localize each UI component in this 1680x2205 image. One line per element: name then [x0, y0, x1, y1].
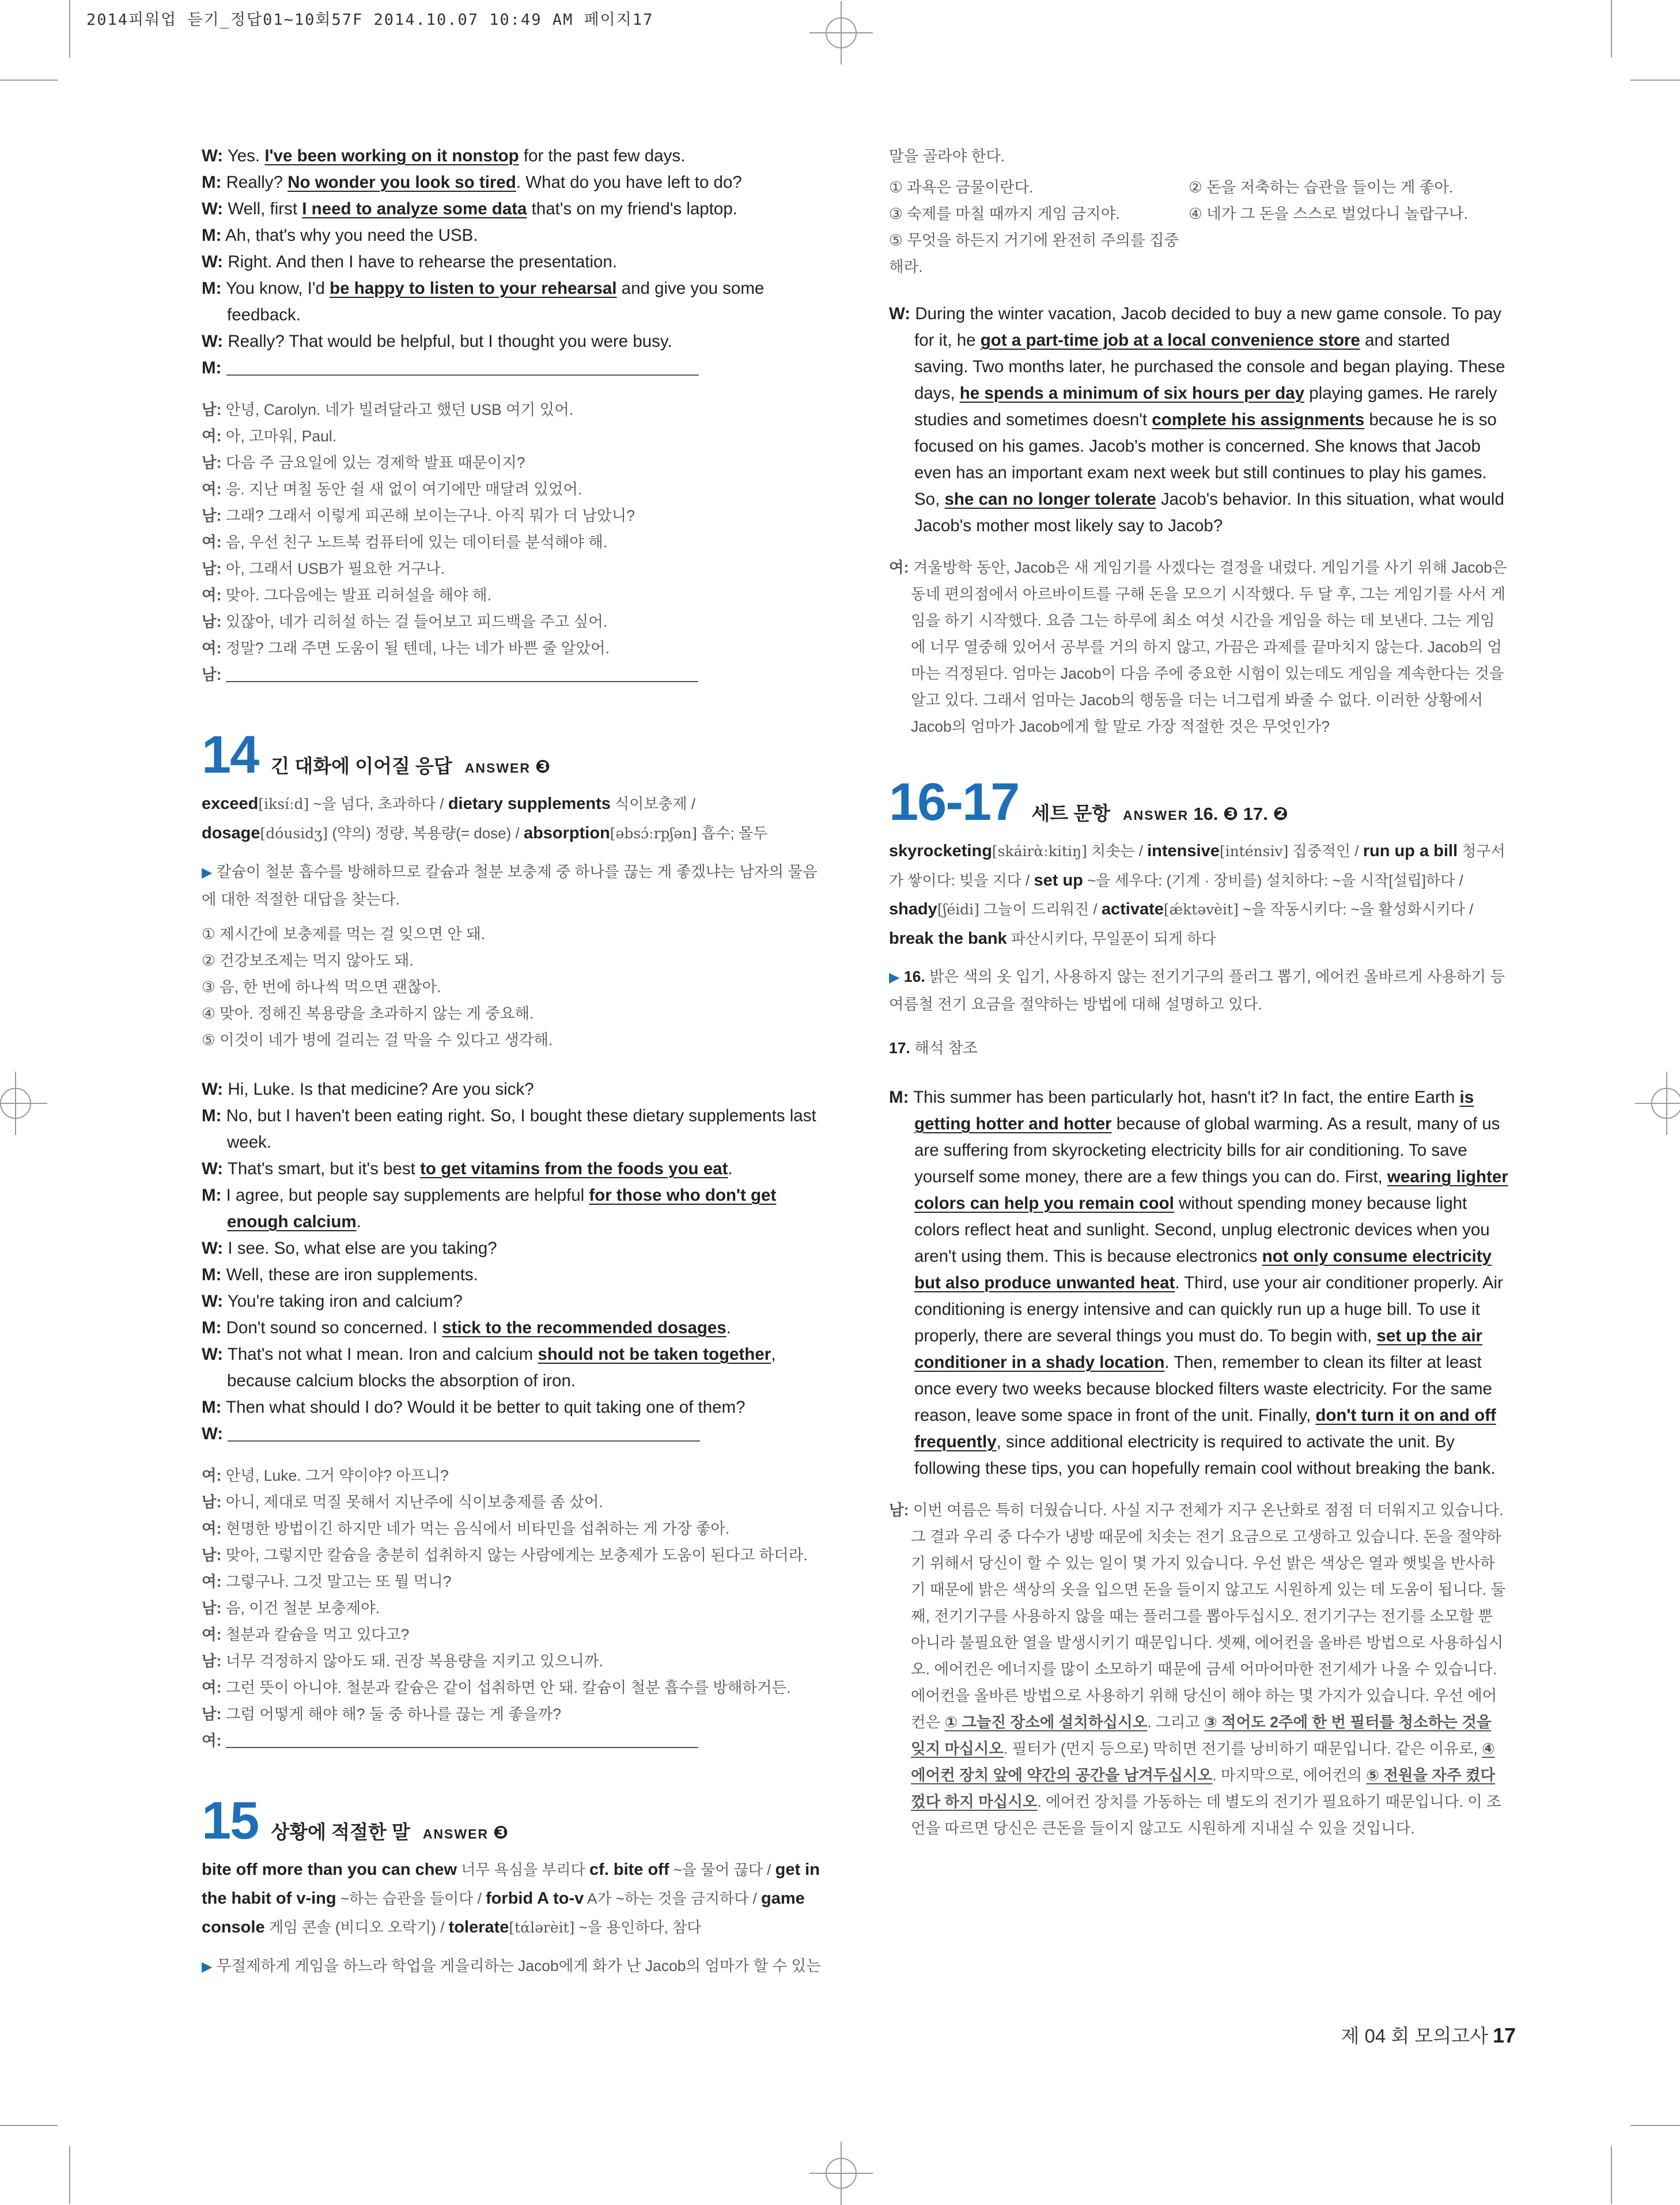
vocab-meaning: 너무 욕심을 부리다	[457, 1861, 589, 1878]
dialogue-line: M: Don't sound so concerned. I stick to the recommended dosages.	[202, 1318, 731, 1337]
registration-mark	[826, 17, 857, 48]
options-15	[889, 174, 1508, 280]
crop-mark	[69, 0, 70, 58]
explanation-15: ▶ 무절제하게 게임을 하느라 학업을 게을리하는 Jacob에게 화가 난 Jacob의 엄마가 할 수 있는	[202, 1957, 821, 1975]
section-number: 14	[202, 725, 259, 784]
phonetic: [ʃéidi]	[937, 901, 979, 918]
speaker-label: W:	[202, 1239, 224, 1258]
vocab-word: exceed	[202, 795, 259, 813]
section-16-17-header	[889, 773, 1508, 831]
answer-option: ⑤ 무엇을 하든지 거기에 완전히 주의를 집중해라.	[889, 232, 1179, 275]
phonetic: [dóusidʒ]	[260, 825, 328, 842]
section-title: 세트 문항	[1031, 803, 1110, 824]
translation-line: 남: 다음 주 금요일에 있는 경제학 발표 때문이지?	[202, 454, 525, 471]
answer-option: ④ 네가 그 돈을 스스로 벌었다니 놀랍구나.	[1189, 205, 1468, 222]
key-phrase: for those who don't get enough calcium	[227, 1186, 777, 1231]
speaker-label: W:	[889, 304, 911, 323]
speaker-label: W:	[202, 1345, 224, 1364]
key-phrase: to get vitamins from the foods you eat	[420, 1159, 728, 1178]
vocabulary-16-17	[889, 837, 1508, 953]
phonetic: [inténsiv]	[1219, 843, 1289, 860]
speaker-label: 남:	[202, 613, 222, 630]
translation-14	[202, 1462, 821, 1754]
translation-paragraph: 남: 이번 여름은 특히 더웠습니다. 사실 지구 전체가 지구 온난화로 점점 더 더워지고 있습니다. 그 결과 우리 중 다수가 냉방 때문에 치솟는 전기 요금으로 고생하고 있습니다. 돈을 절약하기 위해서 당신이 할 수 있는 일이 몇 가지 있습니다. 우선 밝은 색상은 열과 햇빛을 반사하기 때문에 밝은 색상의 옷을 입으면 돈을 들이지 않고도 시원하게 있는 데 도움이 됩니다. 둘째, 전기기구를 사용하지 않을 때는 플러그를 뽑아두십시오. 전기기구는 전기를 소모할 뿐 아니라 불필요한 열을 발생시키기 때문입니다. 셋째, 에어컨을 올바른 방법으로 사용하십시오. 에어컨은 에너지를 많이 소모하기 때문에 금세 어마어마한 전기세가 나올 수 있습니다. 에어컨을 올바른 방법으로 사용하기 위해 당신이 해야 하는 몇 가지가 있습니다. 우선 에어컨은 ① 그늘진 장소에 설치하십시오. 그리고 ③ 적어도 2주에 한 번 필터를 청소하는 것을 잊지 마십시오. 필터가 (먼지 등으로) 막히면 전기를 낭비하기 때문입니다. 같은 이유로, ④ 에어컨 장치 앞에 약간의 공간을 남겨두십시오. 마지막으로, 에어컨의 ⑤ 전원을 자주 켰다 껐다 하지 마십시오. 에어컨 장치를 가동하는 데 별도의 전기가 필요하기 때문입니다. 이 조언을 따르면 당신은 큰돈을 들이지 않고도 시원하게 지내실 수 있을 것입니다.	[889, 1501, 1506, 1837]
speaker-label: M:	[202, 279, 222, 298]
speaker-label: 여:	[202, 1732, 222, 1749]
speaker-label: 여:	[202, 587, 222, 604]
explanation-16: ▶ 16. 밝은 색의 옷 입기, 사용하지 않는 전기기구의 플러그 뽑기, 에어컨 올바르게 사용하기 등 여름철 전기 요금을 절약하는 방법에 대해 설명하고 있다.	[889, 968, 1505, 1013]
vocab-meaning: 파산시키다, 무일푼이 되게 하다	[1007, 930, 1216, 947]
dialogue-line	[202, 355, 821, 381]
translation-line: 여: 음, 우선 친구 노트북 컴퓨터에 있는 데이터를 분석해야 해.	[202, 534, 608, 551]
translation-line: 여: 철분과 칼슘을 먹고 있다고?	[202, 1626, 410, 1643]
answer-label: ANSWER ❸	[422, 1822, 509, 1843]
key-phrase: wearing lighter colors can help you remain cool	[914, 1167, 1508, 1213]
speaker-label: 여:	[202, 1467, 222, 1484]
speaker-label: M:	[202, 1318, 222, 1337]
translation-line: 남: 안녕, Carolyn. 네가 빌려달라고 했던 USB 여기 있어.	[202, 401, 574, 418]
vocab-word: absorption	[523, 824, 610, 842]
answer-option: ④ 맞아. 정해진 복용량을 초과하지 않는 게 중요해.	[202, 1005, 534, 1022]
script-paragraph: M: This summer has been particularly hot, hasn't it? In fact, the entire Earth is getting hotter and hotter because of global warming. As a result, many of us are suffering from skyrocketing electricity bills for air conditioning. To save yourself some money, there are a few things you can do. First, wearing lighter colors can help you remain cool without spending money because light colors reflect heat and sunlight. Second, unplug electronic devices when you aren't using them. This is because electronics not only consume electricity but also produce unwanted heat. Third, use your air conditioner properly. Air conditioning is energy intensive and can quickly run up a huge bill. To use it properly, there are several things you must do. To begin with, set up the air conditioner in a shady location. Then, remember to clean its filter at least once every two weeks because blocked filters waste electricity. For the same reason, leave some space in front of the unit. Finally, don't turn it on and off frequently, since additional electricity is required to activate the unit. By following these tips, you can hopefully remain cool without breaking the bank.	[889, 1088, 1508, 1478]
speaker-label: 남:	[202, 560, 222, 577]
speaker-label: 여:	[202, 481, 222, 498]
translation-line: 여: 아, 고마워, Paul.	[202, 428, 337, 445]
dialogue-line: M: Well, these are iron supplements.	[202, 1265, 478, 1284]
vocab-meaning: 그늘이 드리워진 /	[979, 901, 1102, 918]
translation-line: 여: 정말? 그래 주면 도움이 될 텐데, 나는 네가 바쁜 줄 알았어.	[202, 640, 610, 657]
dialogue-line: W: That's smart, but it's best to get vitamins from the foods you eat.	[202, 1159, 733, 1178]
speaker-label: M:	[202, 226, 222, 245]
key-phrase: I've been working on it nonstop	[264, 146, 519, 165]
speaker-label: W:	[202, 332, 224, 351]
vocab-meaning: ~을 물어 끊다 /	[669, 1861, 775, 1878]
vocab-word: bite off more than you can chew	[202, 1860, 457, 1879]
translation-line: 여: 응. 지난 며칠 동안 쉴 새 없이 여기에만 매달려 있었어.	[202, 481, 582, 498]
answer-blank	[228, 1423, 700, 1442]
section-number: 16-17	[889, 773, 1019, 831]
dialogue-line: W: Well, first I need to analyze some data that's on my friend's laptop.	[202, 199, 737, 218]
vocab-meaning: 청구서가 쌓이다: 빚을 지다 /	[889, 842, 1505, 889]
crop-mark	[1611, 2146, 1612, 2204]
vocab-word: skyrocketing	[889, 842, 992, 860]
translation-line: 남: 있잖아, 네가 리허설 하는 걸 들어보고 피드백을 주고 싶어.	[202, 613, 608, 630]
translation-13	[202, 396, 821, 688]
speaker-label: W:	[202, 1080, 224, 1099]
dialogue-line: M: I agree, but people say supplements are helpful for those who don't get enough calcium.	[202, 1186, 777, 1231]
key-phrase: be happy to listen to your rehearsal	[330, 279, 617, 298]
vocab-word: forbid A to-v	[486, 1889, 584, 1908]
registration-mark	[1651, 1088, 1680, 1119]
dialogue-line: W: You're taking iron and calcium?	[202, 1292, 463, 1311]
speaker-label: M:	[202, 358, 222, 377]
vocab-meaning: 치솟는 /	[1087, 842, 1148, 860]
key-phrase: not only consume electricity but also produce unwanted heat	[914, 1247, 1492, 1292]
speaker-label: M:	[202, 1398, 222, 1417]
vocab-meaning: 게임 콘솔 (비디오 오락기) /	[264, 1919, 449, 1936]
vocab-word: intensive	[1147, 842, 1220, 860]
speaker-label: 남:	[202, 1546, 222, 1564]
section-title: 긴 대화에 이어질 응답	[271, 755, 452, 777]
translation-line: 여: 현명한 방법이긴 하지만 네가 먹는 음식에서 비타민을 섭취하는 게 가장 좋아.	[202, 1520, 730, 1537]
vocab-word: run up a bill	[1363, 842, 1458, 860]
dialogue-line: M: Then what should I do? Would it be better to quit taking one of them?	[202, 1398, 746, 1417]
speaker-label: 여:	[202, 1679, 222, 1696]
phonetic: [əbsɔ́ːrpʃən]	[610, 825, 697, 842]
page-footer	[1341, 2021, 1516, 2048]
speaker-label: 여:	[202, 1520, 222, 1537]
vocab-word: get in the habit of v-ing	[202, 1860, 820, 1908]
registration-mark	[826, 2158, 857, 2189]
key-phrase: complete his assignments	[1152, 410, 1365, 429]
triangle-icon: ▶	[889, 970, 900, 985]
vocab-word: tolerate	[448, 1918, 509, 1937]
dialogue-line: W: Hi, Luke. Is that medicine? Are you sick?	[202, 1080, 534, 1099]
translation-line: 여: 맞아. 그다음에는 발표 리허설을 해야 해.	[202, 587, 491, 604]
dialogue-line	[202, 1421, 821, 1447]
dialogue-14	[202, 1076, 821, 1447]
key-phrase: ③ 적어도 2주에 한 번 필터를 청소하는 것을 잊지 마십시오	[911, 1714, 1492, 1757]
vocab-meaning: 집중적인 /	[1288, 842, 1363, 860]
key-phrase: she can no longer tolerate	[944, 490, 1156, 509]
key-phrase: ④ 에어컨 장치 앞에 약간의 공간을 남겨두십시오	[911, 1740, 1495, 1784]
answer-label: ANSWER 16. ❸ 17. ❷	[1123, 804, 1288, 824]
key-phrase: stick to the recommended dosages	[442, 1318, 727, 1337]
speaker-label: 남:	[889, 1501, 909, 1519]
dialogue-line: M: No, but I haven't been eating right. So, I bought these dietary supplements last week.	[202, 1106, 816, 1152]
explanation-15-continued: 말을 골라야 한다.	[889, 147, 1005, 165]
vocab-meaning: A가 ~하는 것을 금지하다 /	[584, 1890, 761, 1907]
vocab-word: set up	[1034, 871, 1083, 890]
answer-label: ANSWER ❸	[464, 757, 551, 777]
vocab-meaning: ~을 작동시키다: ~을 활성화시키다 /	[1238, 901, 1474, 918]
translation-line: 남: 아니, 제대로 먹질 못해서 지난주에 식이보충제를 좀 샀어.	[202, 1493, 603, 1511]
answer-option: ③ 숙제를 마칠 때까지 게임 금지야.	[889, 205, 1120, 222]
phonetic: [tάlərèit]	[509, 1919, 575, 1936]
speaker-label: 여:	[202, 534, 222, 551]
speaker-label: 여:	[202, 1573, 222, 1590]
vocabulary-15	[202, 1855, 821, 1942]
script-16-17	[889, 1084, 1508, 1482]
explanation-14: ▶ 칼슘이 철분 흡수를 방해하므로 칼슘과 철분 보충제 중 하나를 끊는 게 좋겠냐는 남자의 물음에 대한 적절한 대답을 찾는다.	[202, 863, 818, 908]
section-14-header	[202, 725, 821, 784]
speaker-label: 여:	[202, 1626, 222, 1643]
translation-line: 여: 그렇구나. 그것 말고는 또 뭘 먹니?	[202, 1573, 452, 1590]
translation-line	[202, 1727, 821, 1754]
speaker-label: M:	[202, 173, 222, 192]
crop-mark	[1630, 2125, 1680, 2126]
vocab-meaning: 흡수; 몰두	[697, 824, 768, 842]
translation-paragraph: 여: 겨울방학 동안, Jacob은 새 게임기를 사겠다는 결정을 내렸다. 게임기를 사기 위해 Jacob은 동네 편의점에서 아르바이트를 구해 돈을 모으기 시작했다. 두 달 후, 그는 게임기를 사서 게임을 하기 시작했다. 요즘 그는 하루에 최소 여섯 시간을 게임을 하는 데 보낸다. 그는 게임에 너무 열중해 있어서 공부를 거의 하지 않고, 가끔은 과제를 끝마치지 않는다. Jacob의 엄마는 걱정된다. 엄마는 Jacob이 다음 주에 중요한 시험이 있는데도 게임을 계속한다는 것을 알고 있다. 그래서 엄마는 Jacob의 행동을 더는 너그럽게 봐줄 수 없다. 이러한 상황에서 Jacob의 엄마가 Jacob에게 할 말로 가장 적절한 것은 무엇인가?	[889, 559, 1507, 735]
speaker-label: W:	[202, 146, 224, 165]
key-phrase: don't turn it on and off frequently	[914, 1406, 1496, 1451]
key-phrase: he spends a minimum of six hours per day	[959, 384, 1305, 403]
translation-line: 남: 그래? 그래서 이렇게 피곤해 보이는구나. 아직 뭐가 더 남았니?	[202, 507, 635, 524]
right-column	[889, 143, 1508, 1841]
answer-option: ② 돈을 저축하는 습관을 들이는 게 좋아.	[1189, 179, 1454, 196]
key-phrase: I need to analyze some data	[302, 199, 527, 218]
translation-15	[889, 554, 1508, 740]
dialogue-line: W: Right. And then I have to rehearse the presentation.	[202, 252, 618, 271]
speaker-label: W:	[202, 1159, 224, 1178]
translation-line	[202, 661, 821, 688]
speaker-label: 여:	[202, 640, 222, 657]
dialogue-line: M: You know, I'd be happy to listen to your rehearsal and give you some feedback.	[202, 279, 765, 324]
left-column	[202, 143, 821, 1980]
speaker-label: 남:	[202, 1493, 222, 1511]
dialogue-line: W: Yes. I've been working on it nonstop for the past few days.	[202, 146, 686, 165]
print-header: 2014피워업 듣기_정답01~10회57F 2014.10.07 10:49 AM 페이지17	[86, 11, 654, 29]
script-15	[889, 301, 1508, 539]
vocab-word: game console	[202, 1889, 805, 1937]
speaker-label: W:	[202, 252, 224, 271]
speaker-label: M:	[202, 1186, 222, 1205]
speaker-label: W:	[202, 199, 224, 218]
speaker-label: M:	[202, 1106, 222, 1125]
key-phrase: ① 그늘진 장소에 설치하십시오	[944, 1714, 1148, 1731]
translation-line: 남: 음, 이건 철분 보충제야.	[202, 1599, 380, 1617]
dialogue-line: W: That's not what I mean. Iron and calcium should not be taken together, because calcium blocks the absorption of iron.	[202, 1345, 776, 1390]
vocab-word: shady	[889, 900, 937, 918]
vocab-word: activate	[1101, 900, 1164, 918]
section-number: 15	[202, 1791, 259, 1850]
speaker-label: M:	[202, 1265, 222, 1284]
speaker-label: 남:	[202, 1705, 222, 1723]
explanation-17: 17. 해석 참조	[889, 1039, 978, 1057]
crop-mark	[0, 2125, 58, 2126]
vocab-word: break the bank	[889, 929, 1007, 948]
answer-blank	[226, 357, 699, 376]
dialogue-line: M: Really? No wonder you look so tired. What do you have left to do?	[202, 173, 742, 192]
crop-mark	[1611, 0, 1612, 58]
dialogue-line: W: I see. So, what else are you taking?	[202, 1239, 497, 1258]
vocab-word: dietary supplements	[448, 795, 611, 813]
speaker-label: 여:	[889, 559, 909, 576]
test-label: 제 04 회 모의고사	[1341, 2025, 1488, 2047]
crop-mark	[69, 2146, 70, 2204]
speaker-label: W:	[202, 1292, 224, 1311]
page-number: 17	[1492, 2024, 1516, 2047]
speaker-label: M:	[889, 1088, 909, 1107]
dialogue-line: W: Really? That would be helpful, but I thought you were busy.	[202, 332, 672, 351]
section-15-header	[202, 1791, 821, 1850]
phonetic: [iksíːd]	[258, 796, 309, 812]
vocab-meaning: 식이보충제 /	[610, 795, 696, 812]
answer-blank	[226, 1730, 698, 1748]
vocab-meaning: ~을 넘다, 초과하다 /	[309, 795, 448, 812]
speaker-label: 남:	[202, 666, 222, 683]
vocab-meaning: ~하는 습관을 들이다 /	[336, 1890, 486, 1907]
answer-option: ① 과욕은 금물이란다.	[889, 179, 1034, 196]
dialogue-line: M: Ah, that's why you need the USB.	[202, 226, 478, 245]
translation-line: 여: 그런 뜻이 아니야. 철분과 칼슘은 같이 섭취하면 안 돼. 칼슘이 철분 흡수를 방해하거든.	[202, 1679, 791, 1696]
speaker-label: 남:	[202, 401, 222, 418]
speaker-label: 여:	[202, 428, 222, 445]
crop-mark	[0, 80, 58, 81]
answer-option: ① 제시간에 보충제를 먹는 걸 잊으면 안 돼.	[202, 925, 486, 943]
crop-mark	[1630, 80, 1680, 81]
phonetic: [skáirὰːkitiŋ]	[992, 843, 1087, 860]
triangle-icon: ▶	[202, 1959, 213, 1975]
speaker-label: 남:	[202, 454, 222, 471]
vocab-meaning: (약의) 정량, 복용량(= dose) /	[328, 824, 524, 842]
vocab-word: cf. bite off	[589, 1860, 669, 1879]
translation-line: 남: 아, 그래서 USB가 필요한 거구나.	[202, 560, 445, 577]
translation-line: 남: 그럼 어떻게 해야 해? 둘 중 하나를 끊는 게 좋을까?	[202, 1705, 561, 1723]
translation-line: 남: 너무 걱정하지 않아도 돼. 권장 복용량을 지키고 있으니까.	[202, 1652, 603, 1670]
key-phrase: set up the air conditioner in a shady location	[914, 1326, 1483, 1372]
dialogue-13	[202, 143, 821, 381]
key-phrase: should not be taken together	[538, 1345, 771, 1364]
options-14	[202, 921, 821, 1053]
speaker-label: W:	[202, 1424, 224, 1443]
answer-option: ③ 음, 한 번에 하나씩 먹으면 괜찮아.	[202, 978, 441, 996]
translation-line: 남: 맞아, 그렇지만 칼슘을 충분히 섭취하지 않는 사람에게는 보충제가 도움이 된다고 하더라.	[202, 1546, 808, 1564]
speaker-label: 남:	[202, 1599, 222, 1617]
section-title: 상황에 적절한 말	[271, 1821, 410, 1843]
vocab-meaning: ~을 세우다: (기계 · 장비를) 설치하다: ~을 시작[설립]하다 /	[1083, 872, 1463, 889]
triangle-icon: ▶	[202, 865, 213, 880]
translation-16-17	[889, 1497, 1508, 1841]
answer-option: ② 건강보조제는 먹지 않아도 돼.	[202, 952, 414, 969]
answer-blank	[226, 664, 698, 682]
vocab-meaning: ~을 용인하다, 참다	[574, 1919, 702, 1936]
key-phrase: is getting hotter and hotter	[914, 1088, 1474, 1133]
vocab-word: dosage	[202, 824, 260, 842]
answer-option: ⑤ 이것이 네가 병에 걸리는 걸 막을 수 있다고 생각해.	[202, 1031, 553, 1049]
translation-line: 여: 안녕, Luke. 그거 약이야? 아프니?	[202, 1467, 449, 1484]
phonetic: [ǽktəvèit]	[1163, 901, 1239, 918]
speaker-label: 남:	[202, 1652, 222, 1670]
vocabulary-14	[202, 789, 821, 848]
key-phrase: got a part-time job at a local convenience store	[980, 331, 1360, 350]
key-phrase: No wonder you look so tired	[287, 173, 516, 192]
registration-mark	[0, 1088, 31, 1119]
key-phrase: ⑤ 전원을 자주 켰다 껐다 하지 마십시오	[911, 1767, 1496, 1810]
speaker-label: 남:	[202, 507, 222, 524]
script-paragraph: W: During the winter vacation, Jacob decided to buy a new game console. To pay for it, he got a part-time job at a local convenience store and started saving. Two months later, he purchased the console and began playing. These days, he spends a minimum of six hours per day playing games. He rarely studies and sometimes doesn't complete his assignments because he is so focused on his games. Jacob's mother is concerned. She knows that Jacob even has an important exam next week but still continues to play his games. So, she can no longer tolerate Jacob's behavior. In this situation, what would Jacob's mother most likely say to Jacob?	[889, 304, 1505, 535]
